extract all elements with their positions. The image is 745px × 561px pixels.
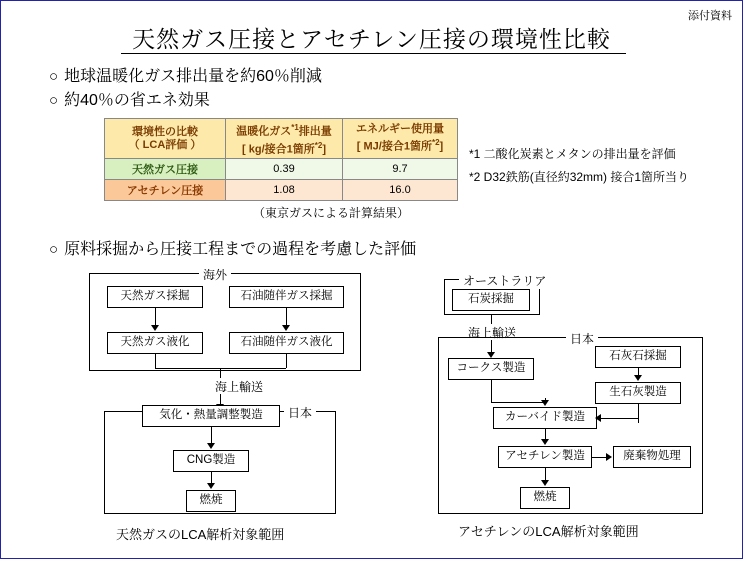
connector-line <box>211 427 212 444</box>
arrow-down-icon <box>634 375 642 381</box>
title-underline <box>121 53 626 54</box>
attachment-label: 添付資料 <box>688 10 732 22</box>
page-title: 天然ガス圧接とアセチレン圧接の環境性比較 <box>132 26 611 52</box>
arrow-down-icon <box>151 325 159 331</box>
connector-line <box>545 468 546 480</box>
box-ng-mining: 天然ガス採掘 <box>107 286 203 308</box>
footnote-2: *2 D32鉄筋(直径約32mm) 接合1箇所当り <box>469 170 690 184</box>
sea-transport-label-right: 海上輸送 <box>464 324 520 341</box>
connector-line <box>286 354 287 368</box>
table-row <box>105 159 458 180</box>
connector-line <box>286 308 287 326</box>
box-vaporize: 気化・熱量調整製造 <box>142 405 280 427</box>
box-quicklime: 生石灰製造 <box>595 382 681 404</box>
connector-line <box>592 457 607 458</box>
box-coke: コークス製造 <box>448 358 534 380</box>
arrow-right-icon <box>606 453 612 461</box>
arrow-down-icon <box>282 325 290 331</box>
bullet-lifecycle <box>49 236 416 259</box>
box-oil-assoc-liquefy: 石油随伴ガス液化 <box>229 332 344 354</box>
comparison-table <box>104 118 458 201</box>
table-row <box>105 180 458 201</box>
box-acetylene: アセチレン製造 <box>498 446 592 468</box>
arrow-down-icon <box>541 439 549 445</box>
group-overseas-label: 海外 <box>199 266 231 283</box>
bullet-marker: ○ <box>49 68 59 85</box>
table-header-cell-energy: エネルギー使用量 [ MJ/接合1箇所$^{*2}$] <box>343 119 458 159</box>
box-cng: CNG製造 <box>173 450 249 472</box>
connector-line <box>491 380 492 402</box>
table-header-row <box>105 119 458 159</box>
cell-energy-natural-gas: 9.7 <box>343 159 458 180</box>
sea-transport-label-left: 海上輸送 <box>211 378 267 395</box>
cell-energy-acetylene: 16.0 <box>343 180 458 201</box>
bullet-marker: ○ <box>49 241 59 258</box>
box-ng-liquefy: 天然ガス液化 <box>107 332 203 354</box>
footnote-1: *1 二酸化炭素とメタンの排出量を評価 <box>469 147 676 161</box>
bullet-text: 原料採掘から圧接工程までの過程を考慮した評価 <box>64 241 417 258</box>
connector-line <box>155 308 156 326</box>
box-combustion-right: 燃焼 <box>520 487 570 509</box>
arrow-down-icon <box>541 480 549 486</box>
cell-ghg-acetylene: 1.08 <box>226 180 343 201</box>
arrow-down-icon <box>541 400 549 406</box>
bullet-text: 約40％の省エネ効果 <box>64 92 210 109</box>
box-carbide: カーバイド製造 <box>493 407 597 429</box>
connector-line <box>638 404 639 423</box>
arrow-down-icon <box>207 443 215 449</box>
group-australia-label: オーストラリア <box>459 272 550 289</box>
box-oil-assoc-mining: 石油随伴ガス採掘 <box>229 286 344 308</box>
bullet-energy-saving <box>49 87 210 110</box>
table-source-note: （東京ガスによる計算結果） <box>253 206 410 220</box>
connector-line <box>155 354 156 368</box>
arrow-left-icon <box>595 414 601 422</box>
caption-right: アセチレンのLCA解析対象範囲 <box>458 524 639 539</box>
group-japan-label-left: 日本 <box>284 404 316 421</box>
box-coal-mining: 石炭採掘 <box>452 289 530 311</box>
connector-line <box>601 418 638 419</box>
connector-line <box>491 402 545 403</box>
row-label-natural-gas: 天然ガス圧接 <box>105 159 226 180</box>
table-header-cell-category: 環境性の比較 （ LCA評価 ） <box>105 119 226 159</box>
table-header-cell-ghg: 温暖化ガス$^{*1}$排出量 [ kg/接合1箇所$^{*2}$] <box>226 119 343 159</box>
group-japan-label-right: 日本 <box>566 330 598 347</box>
caption-left: 天然ガスのLCA解析対象範囲 <box>116 527 285 542</box>
bullet-text: 地球温暖化ガス排出量を約60％削減 <box>64 68 322 85</box>
box-waste: 廃棄物処理 <box>613 446 691 468</box>
arrow-down-icon <box>207 483 215 489</box>
bullet-reduction <box>49 63 322 86</box>
box-combustion-left: 燃焼 <box>186 490 236 512</box>
bullet-marker: ○ <box>49 92 59 109</box>
cell-ghg-natural-gas: 0.39 <box>226 159 343 180</box>
box-limestone-mining: 石灰石採掘 <box>595 346 681 368</box>
row-label-acetylene: アセチレン圧接 <box>105 180 226 201</box>
